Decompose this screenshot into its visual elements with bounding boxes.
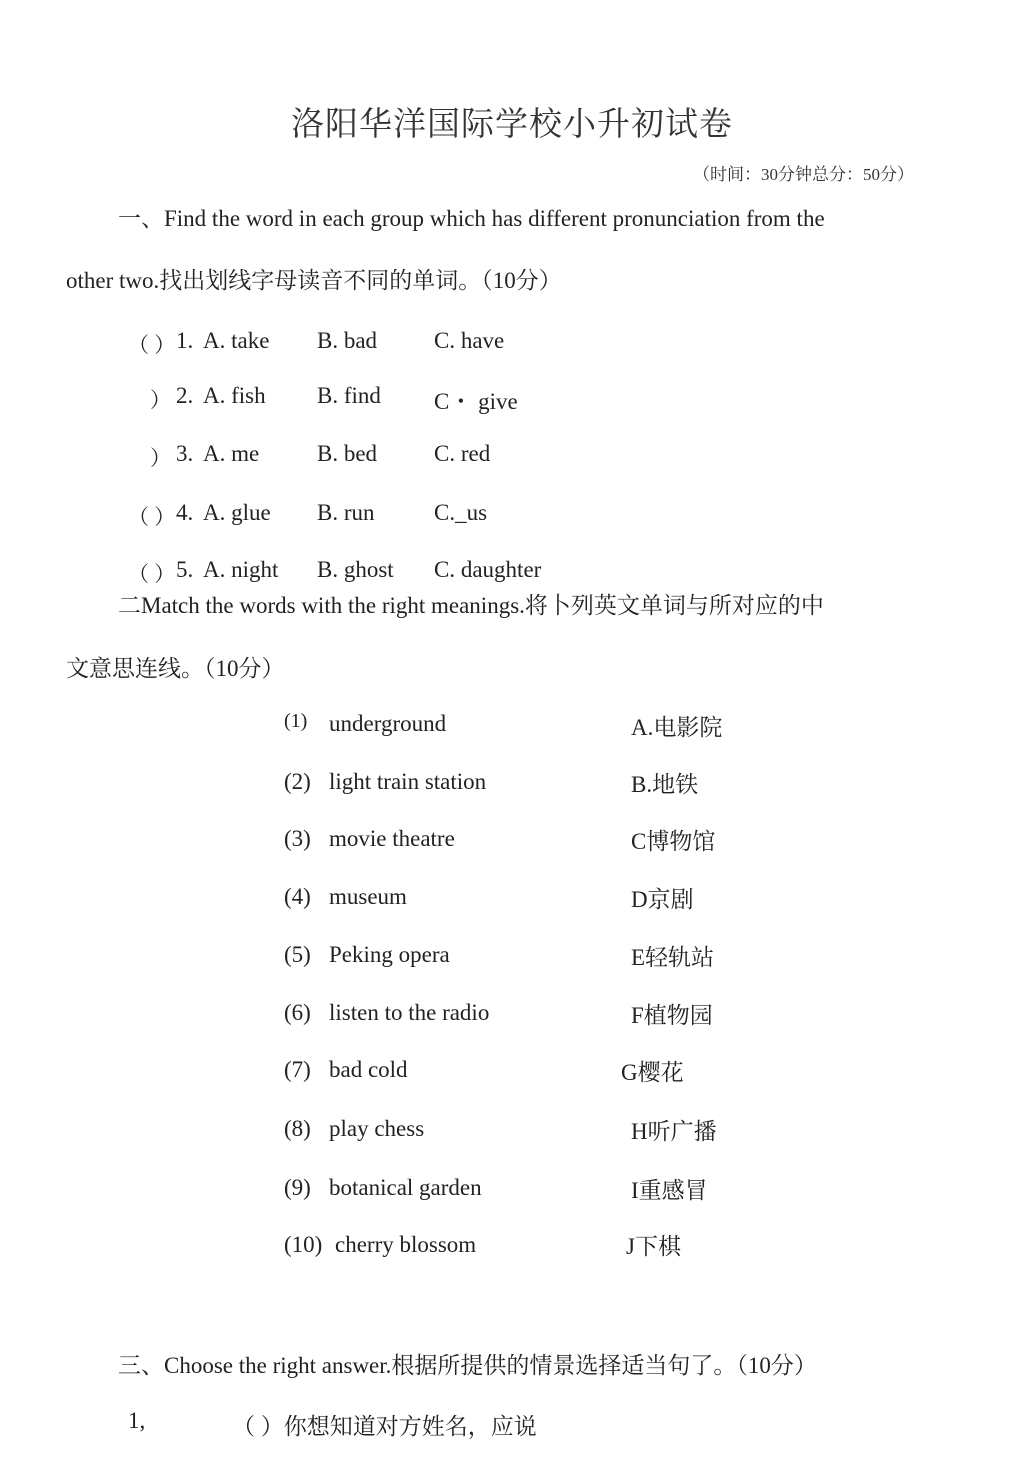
question-number: 2. <box>176 383 194 408</box>
answer-blank: （ ） <box>128 333 176 357</box>
answer-blank: ） <box>150 446 171 470</box>
section3-instruction: 三、Choose the right answer.根据所提供的情景选择适当句了。（10分） <box>118 1353 817 1378</box>
time-score-note: （时间：30分钟总分：50分） <box>693 165 914 184</box>
chinese-meaning: I重感冒 <box>631 1178 708 1203</box>
option-c: C・ give <box>434 389 518 414</box>
question-number: 5. <box>176 557 194 582</box>
section3-question-text: （ ）你想知道对方姓名，应说 <box>232 1414 537 1439</box>
option-b: B. find <box>317 383 381 408</box>
option-b: B. bad <box>317 328 378 353</box>
section1-instruction-line1: 一、Find the word in each group which has different pronunciation from the <box>118 206 825 231</box>
section3-question-number: 1, <box>128 1408 146 1433</box>
chinese-meaning: C博物馆 <box>631 829 716 854</box>
match-number: (2) <box>284 769 311 794</box>
section2-instruction-line1: 二Match the words with the right meanings.将卜列英文单词与所对应的中 <box>118 593 824 618</box>
match-number: (3) <box>284 826 311 851</box>
question-number: 4. <box>176 500 194 525</box>
option-c: C. daughter <box>434 557 542 582</box>
answer-blank: （ ） <box>128 505 176 529</box>
match-number: (5) <box>284 942 311 967</box>
page-title: 洛阳华洋国际学校小升初试卷 <box>291 107 733 143</box>
answer-blank: ） <box>150 388 171 412</box>
match-number: (10) <box>284 1232 323 1257</box>
english-term: light train station <box>329 769 487 794</box>
chinese-meaning: E轻轨站 <box>631 945 715 970</box>
match-number: (9) <box>284 1175 311 1200</box>
match-number: (8) <box>284 1116 311 1141</box>
chinese-meaning: D京剧 <box>631 887 694 912</box>
match-number: (7) <box>284 1057 311 1082</box>
match-number: (1) <box>284 710 308 732</box>
chinese-meaning: F植物园 <box>631 1003 713 1028</box>
option-c: C. red <box>434 441 491 466</box>
chinese-meaning: B.地铁 <box>631 772 699 797</box>
english-term: Peking opera <box>329 942 450 967</box>
match-number: (6) <box>284 1000 311 1025</box>
match-number: (4) <box>284 884 311 909</box>
option-a: A. me <box>203 441 260 466</box>
english-term: listen to the radio <box>329 1000 490 1025</box>
option-b: B. run <box>317 500 375 525</box>
english-term: botanical garden <box>329 1175 482 1200</box>
section1-instruction-line2: other two.找出划线字母读音不同的单词。（10分） <box>66 268 562 293</box>
option-a: A. fish <box>203 383 266 408</box>
option-a: A. glue <box>203 500 271 525</box>
option-a: A. take <box>203 328 270 353</box>
section2-instruction-line2: 文意思连线。（10分） <box>66 656 285 681</box>
chinese-meaning: J下棋 <box>626 1234 681 1259</box>
english-term: play chess <box>329 1116 425 1141</box>
english-term: movie theatre <box>329 826 455 851</box>
question-number: 1. <box>176 328 194 353</box>
question-number: 3. <box>176 441 194 466</box>
chinese-meaning: A.电影院 <box>631 715 723 740</box>
answer-blank: （ ） <box>128 562 176 586</box>
option-c: C. have <box>434 328 505 353</box>
option-a: A. night <box>203 557 279 582</box>
option-b: B. ghost <box>317 557 394 582</box>
option-b: B. bed <box>317 441 378 466</box>
chinese-meaning: H听广播 <box>631 1119 717 1144</box>
english-term: bad cold <box>329 1057 408 1082</box>
english-term: cherry blossom <box>335 1232 477 1257</box>
english-term: museum <box>329 884 407 909</box>
english-term: underground <box>329 711 447 736</box>
chinese-meaning: G樱花 <box>621 1060 684 1085</box>
option-c: C._us <box>434 500 488 525</box>
